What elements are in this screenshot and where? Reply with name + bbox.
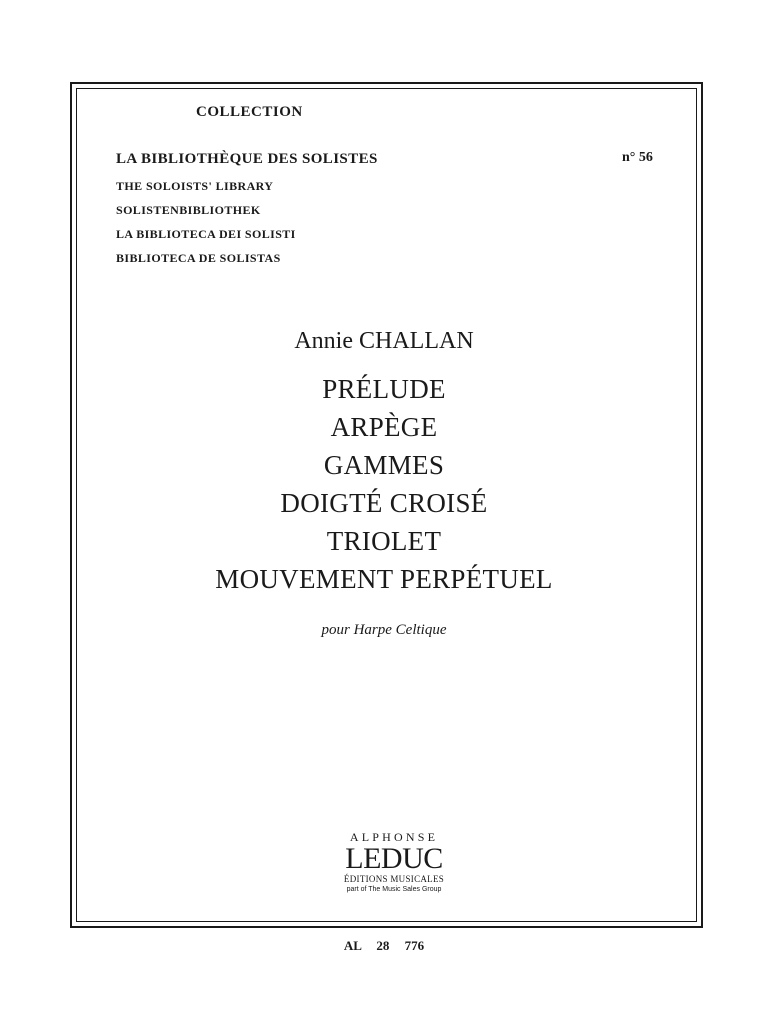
work-title: DOIGTÉ CROISÉ — [280, 488, 488, 518]
publisher-logo-group: part of The Music Sales Group — [346, 886, 442, 893]
series-name-italian: LA BIBLIOTECA DEI SOLISTI — [116, 227, 296, 241]
series-name-english: THE SOLOISTS' LIBRARY — [116, 179, 274, 193]
instrumentation: pour Harpe Celtique — [321, 622, 447, 638]
series-name-list — [116, 148, 378, 274]
work-title: MOUVEMENT PERPÉTUEL — [215, 564, 553, 594]
publisher-logo — [334, 830, 454, 894]
collection-heading: COLLECTION — [196, 104, 303, 120]
work-title: TRIOLET — [326, 526, 442, 556]
work-title: GAMMES — [323, 450, 445, 480]
series-name-spanish: BIBLIOTECA DE SOLISTAS — [116, 251, 281, 265]
work-title-list — [0, 370, 768, 598]
catalog-number: AL 28 776 — [343, 938, 425, 953]
publisher-logo-top: ALPHONSE — [349, 830, 439, 844]
series-name-german: SOLISTENBIBLIOTHEK — [116, 203, 261, 217]
work-title: ARPÈGE — [330, 412, 438, 442]
publisher-logo-sub: ÉDITIONS MUSICALES — [343, 874, 445, 884]
work-title: PRÉLUDE — [322, 374, 446, 404]
series-number: n° 56 — [622, 150, 653, 165]
publisher-logo-main: LEDUC — [345, 842, 443, 875]
composer-name: Annie CHALLAN — [294, 328, 474, 354]
series-name-french: LA BIBLIOTHÈQUE DES SOLISTES — [116, 151, 378, 167]
